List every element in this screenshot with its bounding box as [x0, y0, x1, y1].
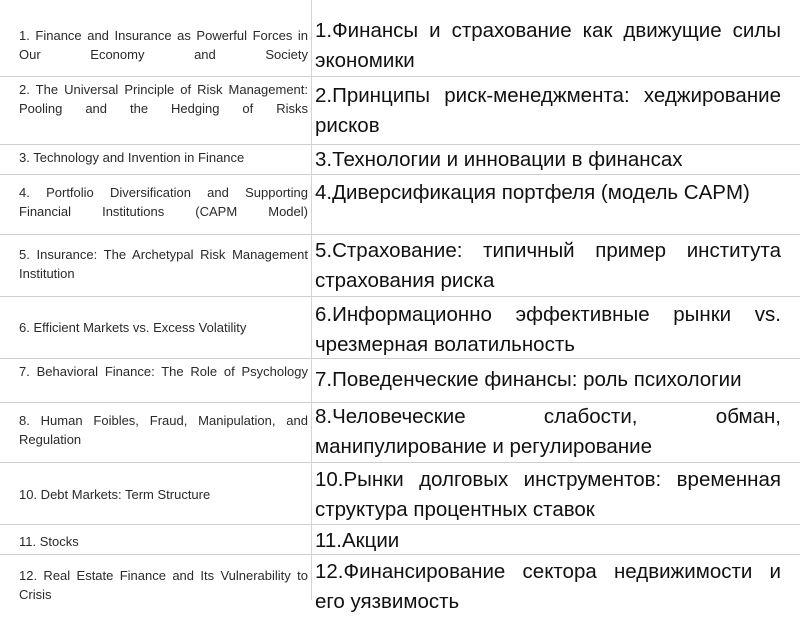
- row-russian-text: 8.Человеческие слабости, обман, манипулирование и регулирование: [315, 405, 781, 458]
- row-russian-text: 6.Информационно эффективные рынки vs. чрезмерная волатильность: [315, 303, 781, 356]
- table-row: [0, 0, 800, 76]
- row-russian-text: 1.Финансы и страхование как движущие силы экономики: [315, 19, 781, 72]
- table-row: [0, 144, 800, 175]
- row-russian-text: 5.Страхование: типичный пример института страхования риска: [315, 239, 781, 292]
- table-row: [0, 296, 800, 359]
- row-english-text: 6. Efficient Markets vs. Excess Volatility: [19, 320, 247, 335]
- row-russian-text: 12.Финансирование сектора недвижимости и его уязвимость: [315, 560, 781, 613]
- row-english-text: 3. Technology and Invention in Finance: [19, 150, 245, 165]
- row-english-text: 5. Insurance: The Archetypal Risk Management Institution: [19, 247, 308, 281]
- row-russian-text: 2.Принципы риск-менеджмента: хеджирование рисков: [315, 84, 781, 137]
- row-russian-text: 10.Рынки долговых инструментов: временная структура процентных ставок: [315, 468, 781, 521]
- table-row: [0, 358, 800, 403]
- table-row: [0, 402, 800, 463]
- row-english-text: 2. The Universal Principle of Risk Management: Pooling and the Hedging of Risks: [19, 82, 308, 116]
- row-russian-text: 4.Диверсификация портфеля (модель CAPM): [315, 181, 750, 204]
- table-row: [0, 462, 800, 525]
- row-english-text: 10. Debt Markets: Term Structure: [19, 487, 211, 502]
- table-row: [0, 524, 800, 555]
- row-english-text: 8. Human Foibles, Fraud, Manipulation, and Regulation: [19, 413, 308, 447]
- row-english-text: 11. Stocks: [19, 534, 79, 549]
- row-english-text: 12. Real Estate Finance and Its Vulnerability to Crisis: [19, 568, 308, 602]
- row-english-text: 4. Portfolio Diversification and Supporting Financial Institutions (CAPM Model): [19, 185, 308, 219]
- row-english-text: 1. Finance and Insurance as Powerful Forces in Our Economy and Society: [19, 28, 308, 62]
- table-row: [0, 174, 800, 235]
- row-english-text: 7. Behavioral Finance: The Role of Psychology: [19, 364, 308, 379]
- table-row: [0, 234, 800, 297]
- row-russian-text: 3.Технологии и инновации в финансах: [315, 148, 683, 171]
- row-russian-text: 7.Поведенческие финансы: роль психологии: [315, 368, 742, 391]
- column-divider: [311, 0, 312, 600]
- table-row: [0, 76, 800, 145]
- row-russian-text: 11.Акции: [315, 529, 400, 552]
- table-row: [0, 554, 800, 613]
